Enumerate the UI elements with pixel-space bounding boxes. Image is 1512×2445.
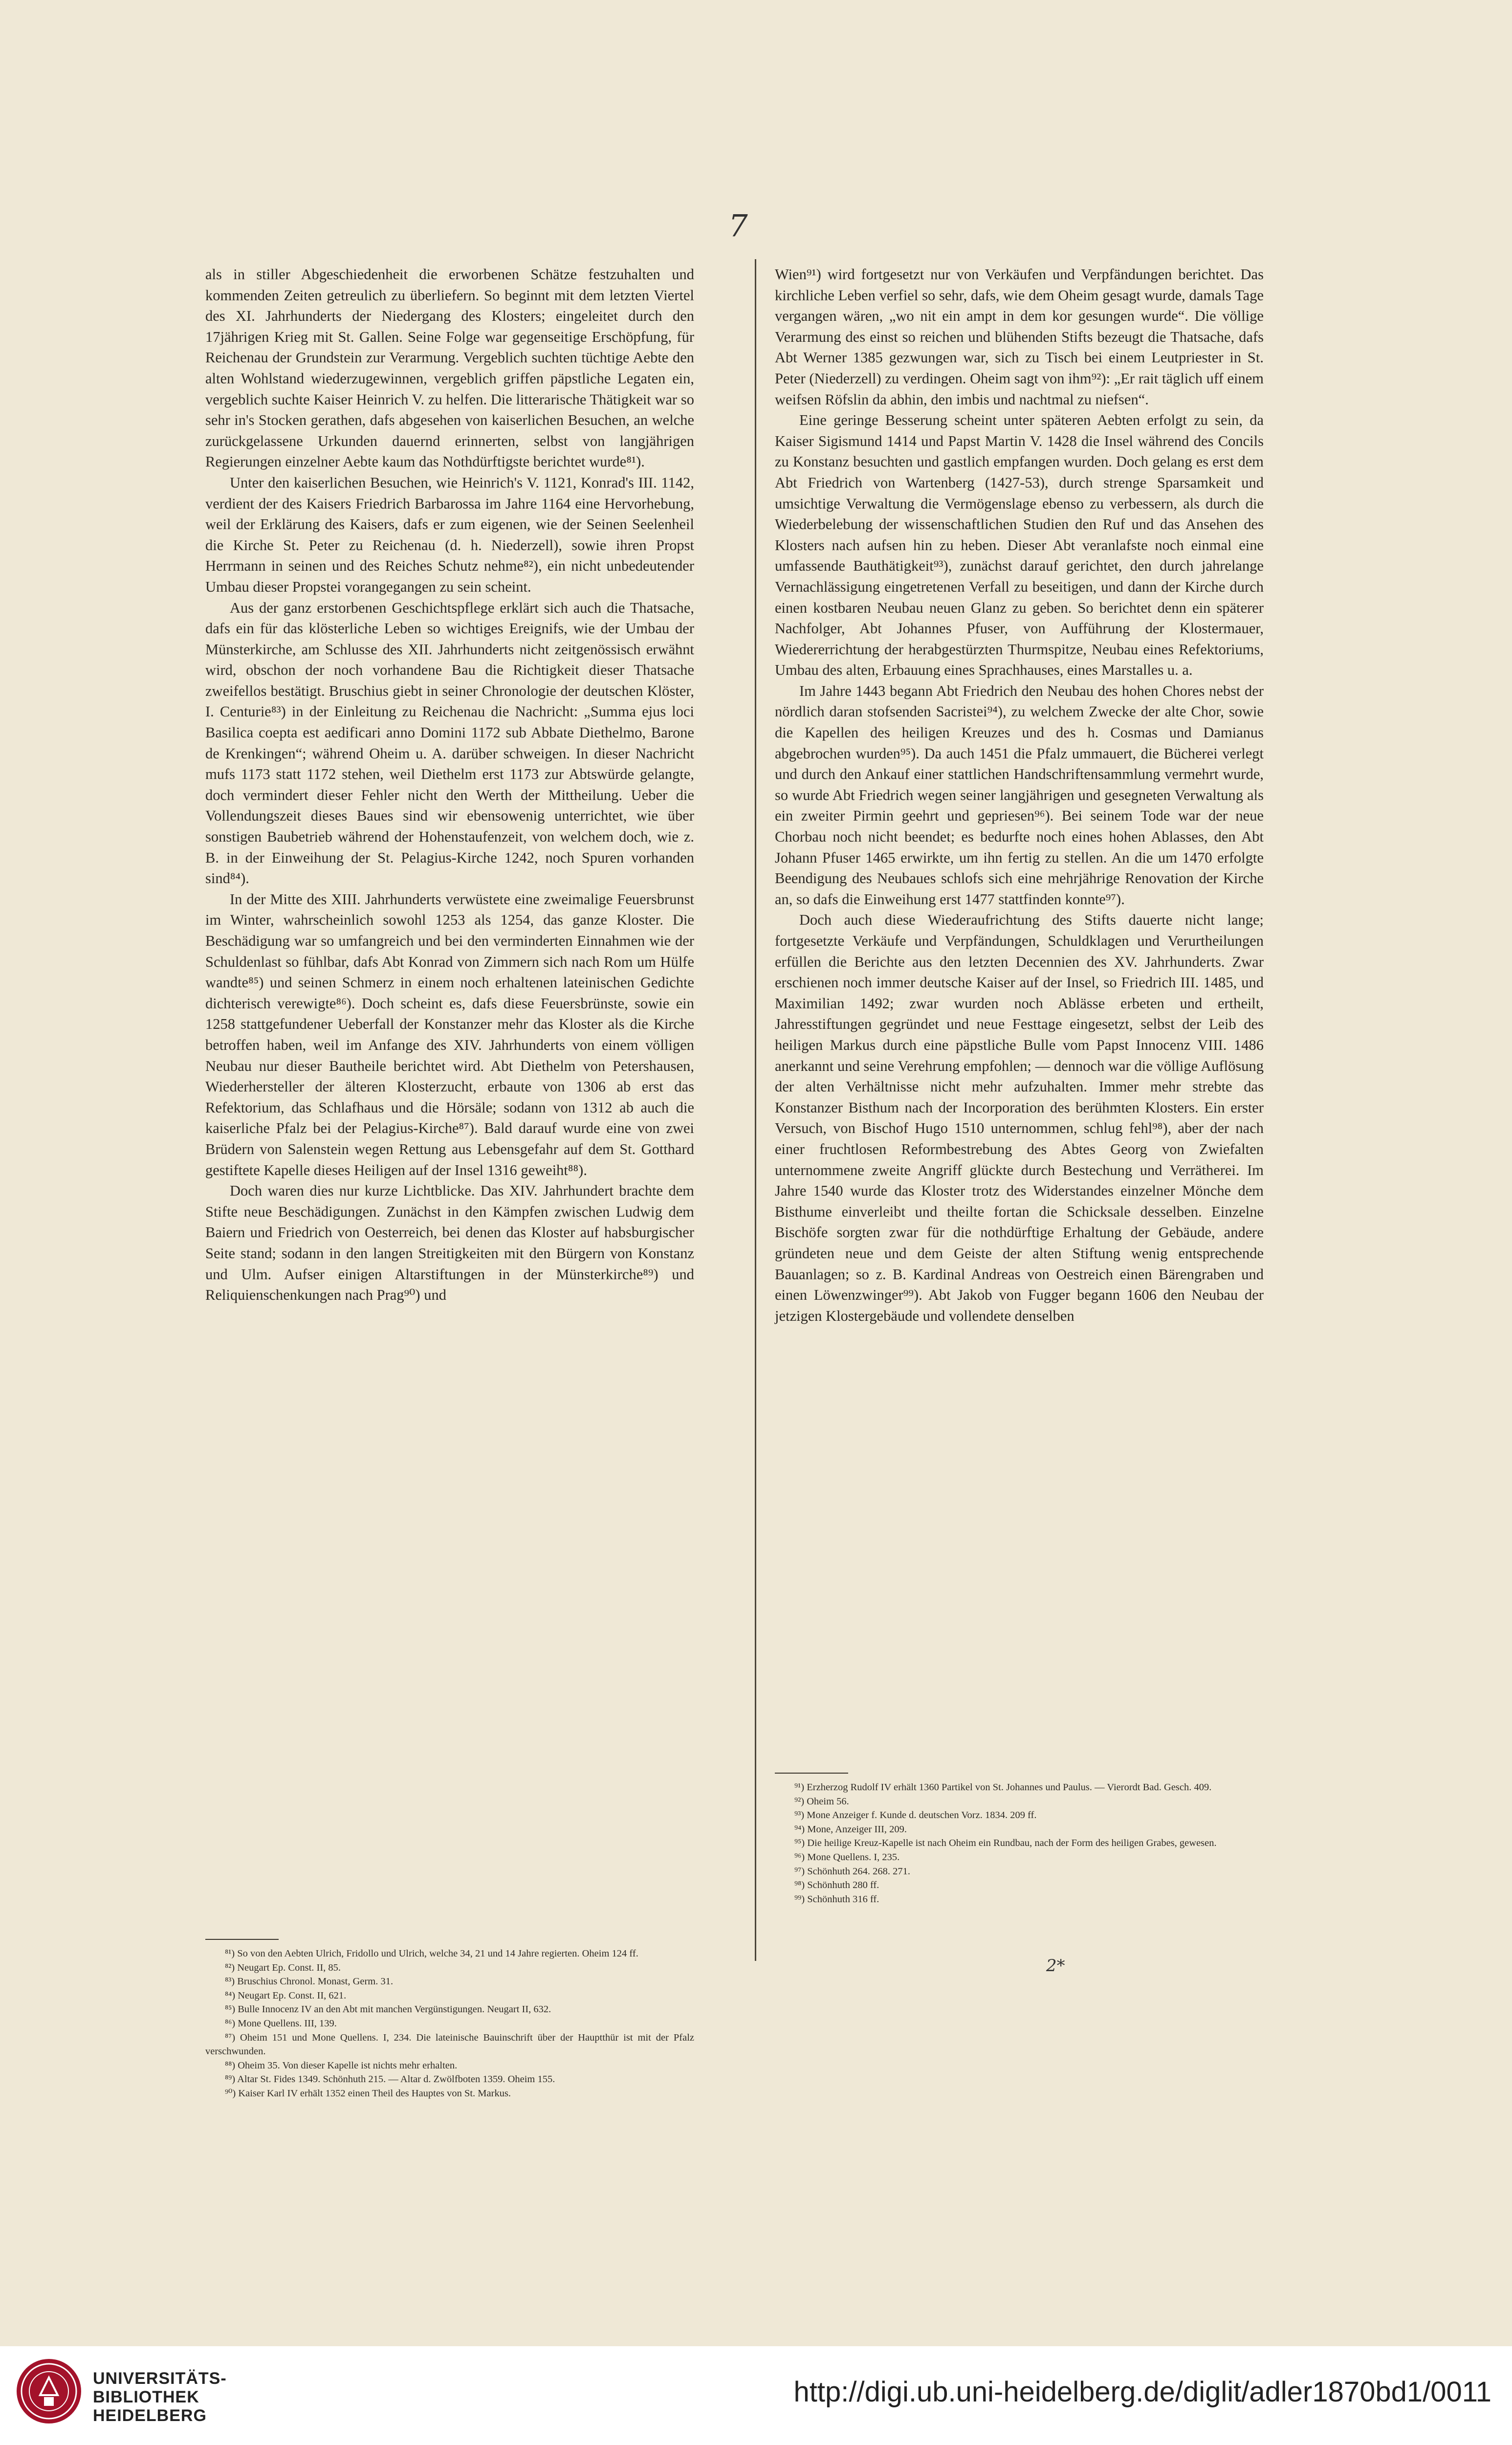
paragraph: In der Mitte des XIII. Jahrhunderts verwüstete eine zweimalige Feuersbrunst im Winter, wahrscheinlich sowohl 1253 als 1254, das ganze Kloster. Die Beschädigung war so umfangreich und bei den verminderten Einnahmen wie der Schuldenlast so fühlbar, dafs Abt Konrad von Zimmern sich nach Rom um Hülfe wandte⁸⁵) und seinen Schmerz in einem noch erhaltenen lateinischen Gedichte dichterisch verewigte⁸⁶). Doch scheint es, dafs diese Feuersbrünste, sowie ein 1258 stattgefundener Ueberfall der Konstanzer mehr das Kloster als die Kirche betroffen haben, weil im Anfange des XIV. Jahrhunderts von einem völligen Neubau nur dieser Bautheile berichtet wird. Abt Diethelm von Petershausen, Wiederhersteller der älteren Klosterzucht, erbaute von 1306 ab erst das Refektorium, das Schlafhaus und die Hörsäle; sodann von 1312 ab auch die kaiserliche Pfalz bei der Pelagius-Kirche⁸⁷). Bald darauf wurde eine von zwei Brüdern von Salenstein wegen Rettung aus Lebensgefahr auf dem St. Gotthard gestiftete Kapelle dieses Heiligen auf der Insel 1316 geweiht⁸⁸). [205,890,694,1178]
footnote: ⁸⁹) Altar St. Fides 1349. Schönhuth 215. — Altar d. Zwölfboten 1359. Oheim 155. [225,2074,555,2085]
footnote: ⁹³) Mone Anzeiger f. Kunde d. deutschen Vorz. 1834. 209 ff. [794,1810,1037,1821]
logo-line: BIBLIOTHEK [93,2388,199,2406]
footnote: ⁹¹) Erzherzog Rudolf IV erhält 1360 Partikel von St. Johannes und Paulus. — Vierordt Bad. Gesch. 409. [794,1782,1212,1793]
footnote: ⁹⁴) Mone, Anzeiger III, 209. [794,1823,907,1835]
footnote: ⁸⁴) Neugart Ep. Const. II, 621. [225,1990,347,2001]
paragraph: als in stiller Abgeschiedenheit die erworbenen Schätze festzuhalten und kommenden Zeiten getreulich zu überliefern. So beginnt mit dem letzten Viertel des XI. Jahrhunderts der Niedergang des Klosters; eingeleitet durch den 17jährigen Krieg mit St. Gallen. Seine Folge war gegenseitige Erschöpfung, für Reichenau der Grundstein zur Verarmung. Vergeblich suchten tüchtige Aebte den alten Wohlstand wiederzugewinnen, vergeblich griffen päpstliche Legaten ein, vergeblich suchte Kaiser Heinrich V. zu helfen. Die litterarische Thätigkeit war so sehr in's Stocken gerathen, dafs abgesehen von kaiserlichen Besuchen, an welche zurückgelassene Urkunden dauernd erinnerten, selbst von langjährigen Regierungen einzelner Aebte kaum das Nothdürftigste berichtet wurde⁸¹). [205,266,694,470]
paragraph: Wien⁹¹) wird fortgesetzt nur von Verkäufen und Verpfändungen berichtet. Das kirchliche Leben verfiel so sehr, dafs, wie dem Oheim gesagt wurde, damals Tage vergangen wären, „wo nit ein ampt in dem kor gesungen wurde“. Die völlige Verarmung des einst so reichen und blühenden Stifts bezeugt die Thatsache, dafs Abt Werner 1385 gezwungen war, sich zu Tisch bei einem Leutpriester in St. Peter (Niederzell) zu verdingen. Oheim sagt von ihm⁹²): „Er rait täglich uff einem weifsen Röfslin da abhin, den imbis und nachtmal zu niefsen“. [775,266,1264,408]
logo-line: UNIVERSITÄTS- [93,2369,227,2388]
column-divider [755,259,756,1961]
footnote: ⁸¹) So von den Aebten Ulrich, Fridollo und Ulrich, welche 34, 21 und 14 Jahre regierten. Oheim 124 ff. [225,1948,638,1959]
footnote: ⁸³) Bruschius Chronol. Monast, Germ. 31. [225,1976,394,1987]
footnote-rule [205,1939,279,1940]
footnote: ⁸⁸) Oheim 35. Von dieser Kapelle ist nichts mehr erhalten. [225,2060,458,2071]
right-footnotes [775,1773,1264,1906]
page-number: 7 [728,208,748,244]
footnote: ⁸⁷) Oheim 151 und Mone Quellens. I, 234. Die lateinische Bauinschrift über der Hauptthür ist mit der Pfalz verschwunden. [205,2032,694,2057]
footnote: ⁸⁵) Bulle Innocenz IV an den Abt mit manchen Vergünstigungen. Neugart II, 632. [225,2004,551,2015]
signature-mark: 2* [1046,1956,1065,1976]
footnote: ⁹⁹) Schönhuth 316 ff. [794,1893,879,1905]
paragraph: Im Jahre 1443 begann Abt Friedrich den Neubau des hohen Chores nebst der nördlich daran stofsenden Sacristei⁹⁴), zu welchem Zwecke der alte Chor, sowie die Kapellen des heiligen Kreuzes und des h. Cosmas und Damianus abgebrochen wurden⁹⁵). Da auch 1451 die Pfalz ummauert, die Bücherei verlegt und durch den Ankauf einer stattlichen Handschriftensammlung vermehrt wurde, so wurde Abt Friedrich wegen seiner langjährigen und gesegneten Verwaltung als ein zweiter Pirmin geehrt und gepriesen⁹⁶). Bei seinem Tode war der neue Chorbau noch nicht beendet; es bedurfte noch eines hohen Ablasses, den Abt Johann Pfuser 1465 erwirkte, um ihn fertig zu stellen. An die um 1470 erfolgte Beendigung des Neubaues schlofs sich eine mehrjährige Renovation der Kirche an, so dafs die Einweihung erst 1477 stattfinden konnte⁹⁷). [775,682,1264,908]
footnote: ⁹⁷) Schönhuth 264. 268. 271. [794,1866,910,1877]
source-url-link[interactable]: http://digi.ub.uni-heidelberg.de/diglit/adler1870bd1/0011 [793,2376,1491,2408]
footnote: ⁹⁰) Kaiser Karl IV erhält 1352 einen Theil des Hauptes von St. Markus. [225,2088,511,2099]
footnote: ⁸⁶) Mone Quellens. III, 139. [225,2018,337,2029]
paragraph: Unter den kaiserlichen Besuchen, wie Heinrich's V. 1121, Konrad's III. 1142, verdient der des Kaisers Friedrich Barbarossa im Jahre 1164 eine Hervorhebung, weil der Erklärung des Kaisers, dafs er zum eigenen, wie der Seinen Seelenheil die Kirche St. Peter zu Reichenau (d. h. Niederzell), sowie ihren Propst Herrmann in seinen und des Reiches Schutz nehme⁸²), ein nicht unbedeutender Umbau dieser Propstei vorangegangen zu sein scheint. [205,474,694,595]
footnote: ⁸²) Neugart Ep. Const. II, 85. [225,1962,341,1973]
paragraph: Eine geringe Besserung scheint unter späteren Aebten erfolgt zu sein, da Kaiser Sigismund 1414 und Papst Martin V. 1428 die Insel während des Concils zu Konstanz besuchten und gastlich empfangen wurden. Doch gelang es erst dem Abt Friedrich von Wartenberg (1427-53), durch strenge Sparsamkeit und umsichtige Verwaltung die Vermögenslage ebenso zu verbessern, als durch die Wiederbelebung der wissenschaftlichen Studien den Ruf und das Ansehen des Klosters nach aufsen hin zu heben. Dieser Abt veranlafste noch einmal eine umfassende Bauthätigkeit⁹³), zunächst darauf gerichtet, den durch jahrelange Vernachlässigung eingetretenen Verfall zu beseitigen, und dann der Kirche durch einen kostbaren Neubau neuen Glanz zu geben. So berichtet denn ein späterer Nachfolger, Abt Johannes Pfuser, von Aufführung der Klostermauer, Wiedererrichtung der herabgestürzten Thurmspitze, Neubau eines Refektoriums, Umbau des alten, Erbauung eines Sprachhauses, eines Marstalles u. a. [775,412,1264,679]
right-column [775,264,1264,1326]
footnote: ⁹⁵) Die heilige Kreuz-Kapelle ist nach Oheim ein Rundbau, nach der Form des heiligen Grabes, gewesen. [794,1838,1217,1849]
paragraph: Doch waren dies nur kurze Lichtblicke. Das XIV. Jahrhundert brachte dem Stifte neue Beschädigungen. Zunächst in den Kämpfen zwischen Ludwig dem Baiern und Friedrich von Oesterreich, bei denen das Kloster auf habsburgischer Seite stand; sodann in den langen Streitigkeiten mit den Bürgern von Konstanz und Ulm. Aufser einigen Altarstiftungen in der Münsterkirche⁸⁹) und Reliquienschenkungen nach Prag⁹⁰) und [205,1182,694,1304]
footnote-rule [775,1773,848,1774]
footnote: ⁹⁸) Schönhuth 280 ff. [794,1880,879,1891]
footnote: ⁹²) Oheim 56. [794,1796,849,1807]
library-logo-text[interactable] [93,2369,227,2425]
logo-line: HEIDELBERG [93,2406,207,2425]
left-footnotes [205,1939,694,2101]
footnote: ⁹⁶) Mone Quellens. I, 235. [794,1851,900,1863]
university-seal-icon[interactable] [15,2357,83,2425]
left-column [205,264,694,1306]
paragraph: Doch auch diese Wiederaufrichtung des Stifts dauerte nicht lange; fortgesetzte Verkäufe und Verpfändungen, Schuldklagen und Verurtheilungen erfüllen die Berichte aus den letzten Decennien des XV. Jahrhunderts. Zwar erschienen noch immer deutsche Kaiser auf der Insel, so Friedrich III. 1485, und Maximilian 1492; zwar wurden noch Ablässe erbeten und ertheilt, Jahresstiftungen gegründet und neue Festtage eingesetzt, selbst der Leib des heiligen Markus durch eine päpstliche Bulle vom Papst Innocenz VIII. 1486 anerkannt und seine Verehrung empfohlen; — dennoch war die völlige Auflösung der alten Verhältnisse nicht mehr aufzuhalten. Immer mehr strebte das Konstanzer Bisthum nach der Incorporation des berühmten Klosters. Ein erster Versuch, von Bischof Hugo 1510 unternommen, schlug fehl⁹⁸), aber der nach einer fruchtlosen Reformbestrebung des Abtes Georg von Zwiefalten unternommene zweite Angriff glückte durch Bestechung und Verrätherei. Im Jahre 1540 wurde das Kloster trotz des Widerstandes einzelner Mönche dem Bisthume einverleibt und theilte fortan die Schicksale desselben. Einzelne Bischöfe sorgten zwar für die nothdürftige Erhaltung der Gebäude, andere gründeten neue und dem Geiste der alten Stiftung wenig entsprechende Bauanlagen; so z. B. Kardinal Andreas von Oestreich einen Bärengraben und einen Löwenzwinger⁹⁹). Abt Jakob von Fugger begann 1606 den Neubau der jetzigen Klostergebäude und vollendete denselben [775,911,1264,1324]
paragraph: Aus der ganz erstorbenen Geschichtspflege erklärt sich auch die Thatsache, dafs ein für das klösterliche Leben so wichtiges Ereignifs, wie der Umbau der Münsterkirche, am Schlusse des XII. Jahrhunderts nicht zeitgenössisch erwähnt wird, obschon der noch vorhandene Bau die Richtigkeit dieser Thatsache zweifellos bestätigt. Bruschius giebt in seiner Chronologie der deutschen Klöster, I. Centurie⁸³) in der Einleitung zu Reichenau die Nachricht: „Summa ejus loci Basilica coepta est aedificari anno Domini 1172 sub Abbate Diethelmo, Barone de Krenkingen“; während Oheim u. A. darüber schweigen. In dieser Nachricht mufs 1173 statt 1172 stehen, weil Diethelm erst 1173 zur Abtswürde gelangte, doch vermindert dieser Fehler nicht den Werth der Mittheilung. Ueber die Vollendungszeit dieses Baues sind wir ebensowenig unterrichtet, wie über sonstigen Baubetrieb während der Hohenstaufenzeit, von welchem doch, wie z. B. in der Einweihung der St. Pelagius-Kirche 1242, noch Spuren vorhanden sind⁸⁴). [205,599,694,887]
